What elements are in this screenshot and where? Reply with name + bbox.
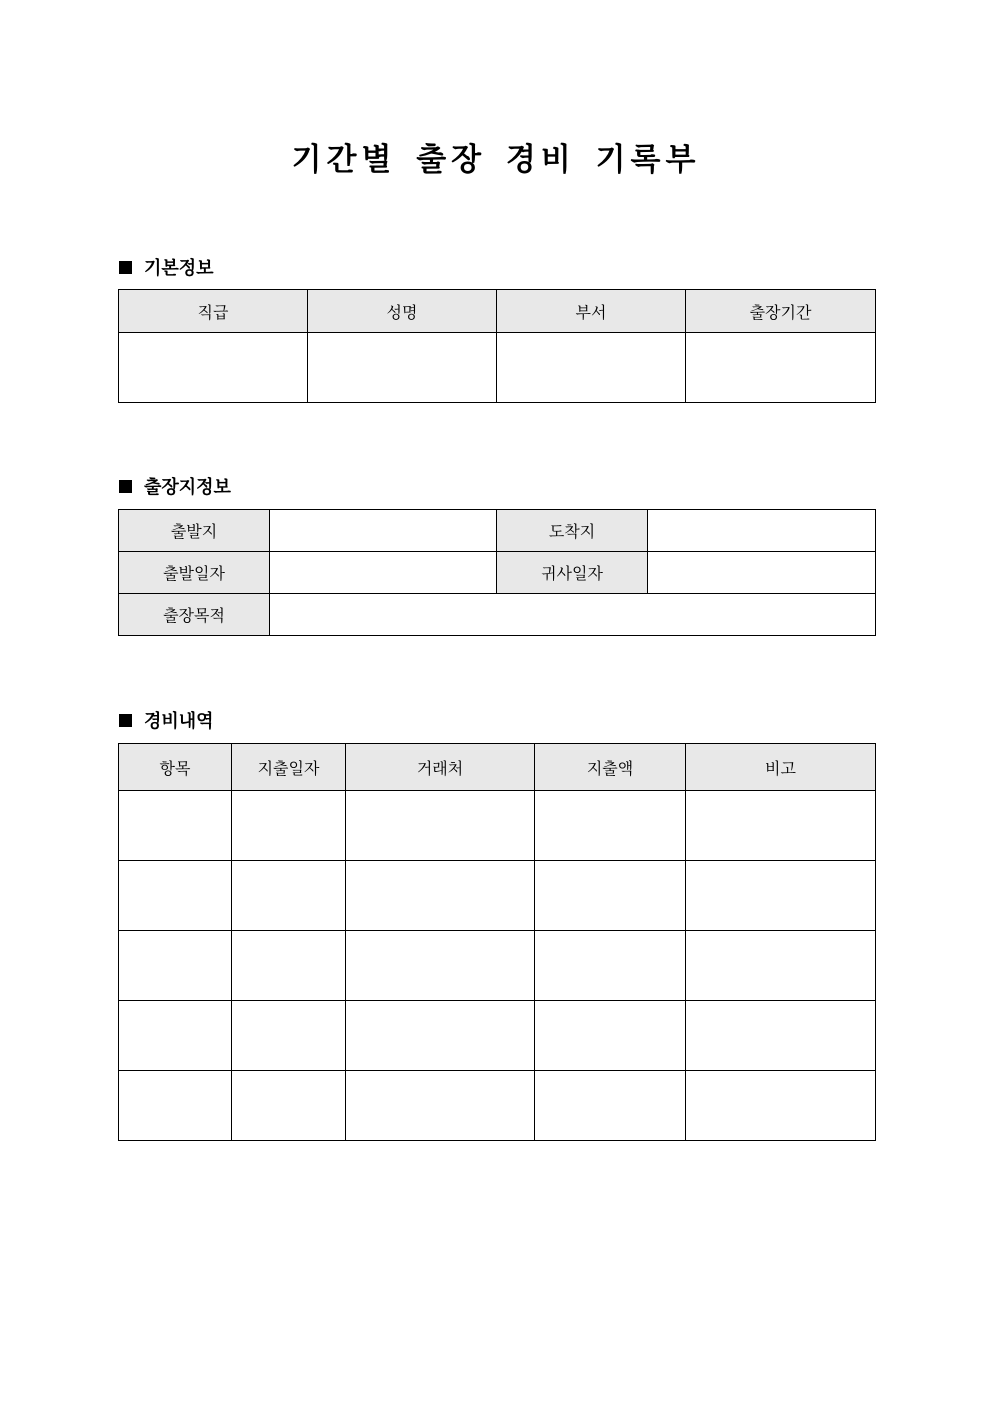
basic-info-table xyxy=(118,289,876,403)
label-departure: 출발지 xyxy=(119,510,270,552)
departure-date-cell[interactable] xyxy=(270,552,497,594)
expense-date-cell[interactable] xyxy=(232,791,346,861)
purpose-cell[interactable] xyxy=(270,594,876,636)
remarks-cell[interactable] xyxy=(686,931,876,1001)
vendor-cell[interactable] xyxy=(346,931,535,1001)
square-bullet-icon xyxy=(119,480,132,493)
label-arrival: 도착지 xyxy=(497,510,648,552)
header-remarks: 비고 xyxy=(686,744,876,791)
item-cell[interactable] xyxy=(119,861,232,931)
page-title: 기간별 출장 경비 기록부 xyxy=(291,142,701,178)
table-row xyxy=(119,1071,876,1141)
trip-period-cell[interactable] xyxy=(686,333,876,403)
vendor-cell[interactable] xyxy=(346,1071,535,1141)
amount-cell[interactable] xyxy=(535,791,686,861)
item-cell[interactable] xyxy=(119,1001,232,1071)
header-item: 항목 xyxy=(119,744,232,791)
section-heading-basic-label: 기본정보 xyxy=(144,258,214,279)
square-bullet-icon xyxy=(119,261,132,274)
vendor-cell[interactable] xyxy=(346,1001,535,1071)
item-cell[interactable] xyxy=(119,791,232,861)
header-rank: 직급 xyxy=(119,290,308,333)
table-row xyxy=(119,791,876,861)
label-departure-date: 출발일자 xyxy=(119,552,270,594)
name-cell[interactable] xyxy=(308,333,497,403)
section-heading-destination-label: 출장지정보 xyxy=(144,477,231,498)
section-heading-expense xyxy=(119,707,214,733)
remarks-cell[interactable] xyxy=(686,861,876,931)
header-amount: 지출액 xyxy=(535,744,686,791)
label-return-date: 귀사일자 xyxy=(497,552,648,594)
department-cell[interactable] xyxy=(497,333,686,403)
section-heading-destination xyxy=(119,473,231,499)
departure-cell[interactable] xyxy=(270,510,497,552)
table-row xyxy=(119,931,876,1001)
amount-cell[interactable] xyxy=(535,931,686,1001)
arrival-cell[interactable] xyxy=(648,510,876,552)
remarks-cell[interactable] xyxy=(686,1071,876,1141)
expense-date-cell[interactable] xyxy=(232,1071,346,1141)
rank-cell[interactable] xyxy=(119,333,308,403)
remarks-cell[interactable] xyxy=(686,791,876,861)
section-heading-expense-label: 경비내역 xyxy=(144,711,214,732)
header-vendor: 거래처 xyxy=(346,744,535,791)
expense-date-cell[interactable] xyxy=(232,931,346,1001)
vendor-cell[interactable] xyxy=(346,861,535,931)
return-date-cell[interactable] xyxy=(648,552,876,594)
item-cell[interactable] xyxy=(119,1071,232,1141)
expense-date-cell[interactable] xyxy=(232,1001,346,1071)
table-row xyxy=(119,1001,876,1071)
item-cell[interactable] xyxy=(119,931,232,1001)
expense-date-cell[interactable] xyxy=(232,861,346,931)
square-bullet-icon xyxy=(119,714,132,727)
section-heading-basic xyxy=(119,254,214,280)
header-name: 성명 xyxy=(308,290,497,333)
amount-cell[interactable] xyxy=(535,1071,686,1141)
amount-cell[interactable] xyxy=(535,1001,686,1071)
vendor-cell[interactable] xyxy=(346,791,535,861)
remarks-cell[interactable] xyxy=(686,1001,876,1071)
header-trip-period: 출장기간 xyxy=(686,290,876,333)
label-purpose: 출장목적 xyxy=(119,594,270,636)
header-department: 부서 xyxy=(497,290,686,333)
table-row xyxy=(119,861,876,931)
header-expense-date: 지출일자 xyxy=(232,744,346,791)
destination-info-table xyxy=(118,509,876,636)
expense-table xyxy=(118,743,876,1141)
amount-cell[interactable] xyxy=(535,861,686,931)
